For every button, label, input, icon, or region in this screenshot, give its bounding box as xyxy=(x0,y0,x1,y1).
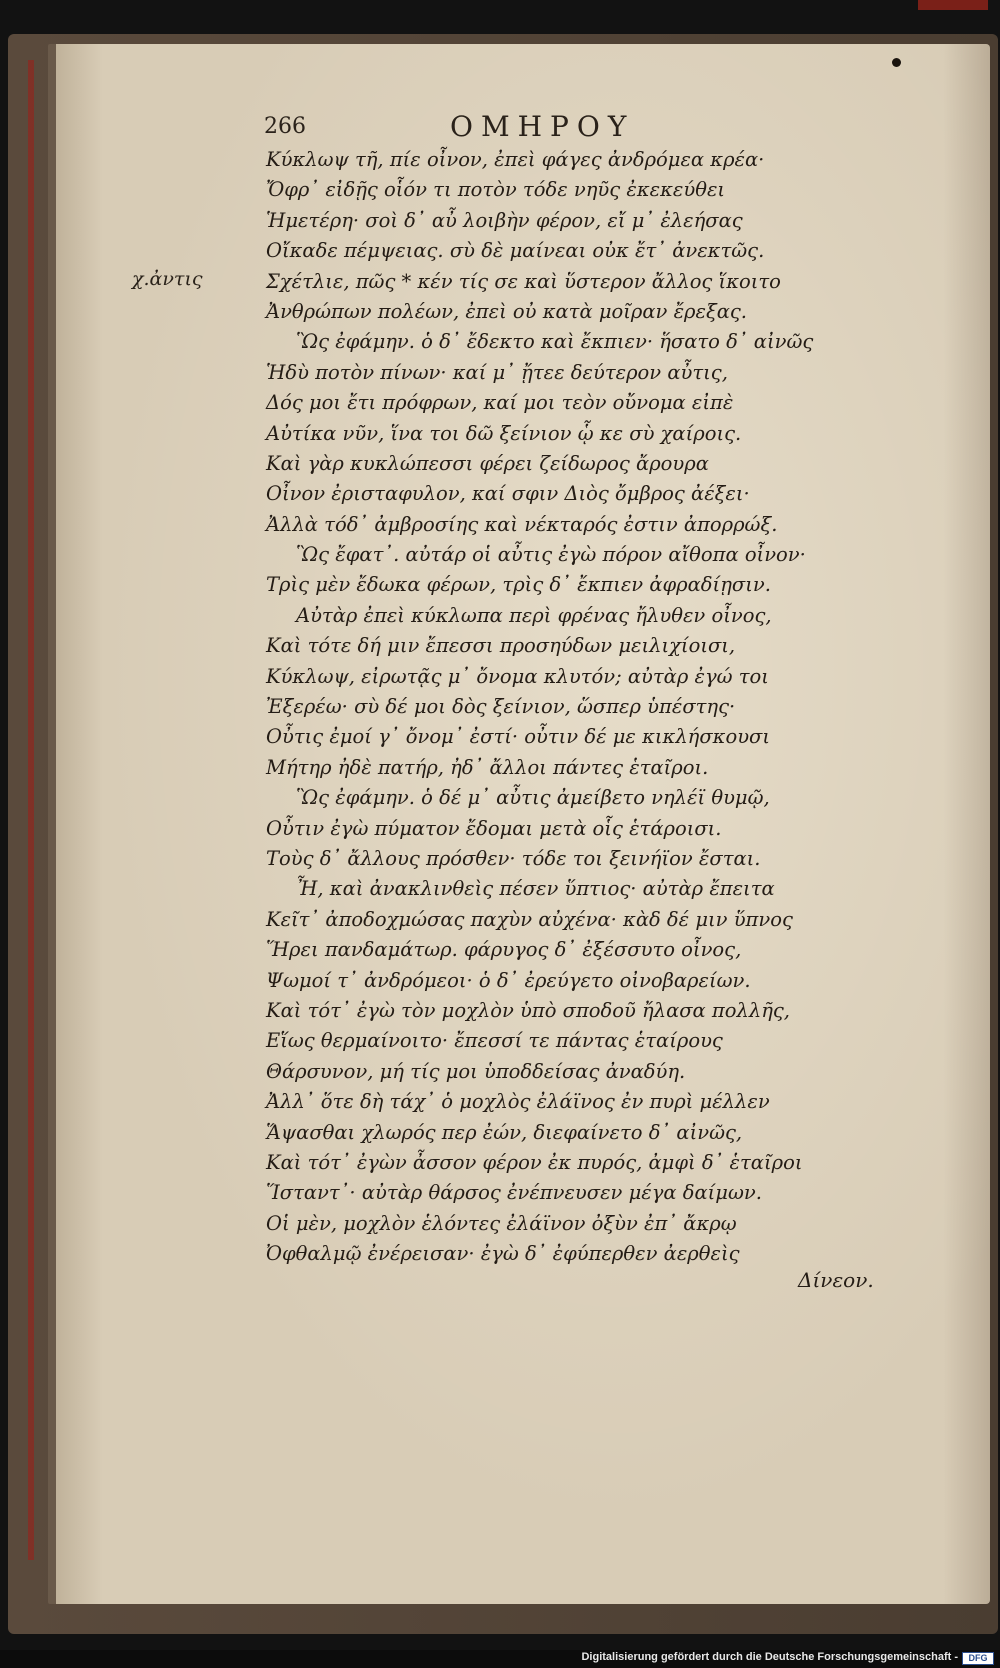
verse-line: Δός μοι ἔτι πρόφρων, καί μοι τεὸν οὔνομα εἰπὲ xyxy=(266,391,734,415)
verse-line: Ἀνθρώπων πολέων, ἐπεὶ οὐ κατὰ μοῖραν ἔρεξας. xyxy=(266,299,747,323)
verse-line: Ὣς ἐφάμην. ὁ δ᾽ ἔδεκτο καὶ ἔκπιεν· ἥσατο δ᾽ αἰνῶς xyxy=(296,330,814,354)
verse-line: Ἅψασθαι χλωρός περ ἐών, διεφαίνετο δ᾽ αἰνῶς, xyxy=(266,1120,743,1144)
verse-line: Ὣς ἐφάμην. ὁ δέ μ᾽ αὖτις ἀμείβετο νηλέϊ θυμῷ, xyxy=(296,786,770,810)
verse-line: Αὐτὰρ ἐπεὶ κύκλωπα περὶ φρένας ἤλυθεν οἶνος, xyxy=(296,603,772,627)
verse-line: Οὖτις ἐμοί γ᾽ ὄνομ᾽ ἐστί· οὖτιν δέ με κικλήσκουσι xyxy=(266,725,771,749)
verse-line: Ὄφρ᾽ εἰδῇς οἷόν τι ποτὸν τόδε νηῦς ἐκεκεύθει xyxy=(266,178,726,202)
verse-line: Ψωμοί τ᾽ ἀνδρόμεοι· ὁ δ᾽ ἐρεύγετο οἰνοβαρείων. xyxy=(266,968,751,992)
verse-block xyxy=(266,145,906,1269)
verse-line: Καὶ τότ᾽ ἐγὼν ἆσσον φέρον ἐκ πυρός, ἀμφὶ δ᾽ ἑταῖροι xyxy=(266,1150,803,1174)
verse-line: Ἵσταντ᾽· αὐτὰρ θάρσος ἐνέπνευσεν μέγα δαίμων. xyxy=(266,1181,762,1205)
verse-line: Ὀφθαλμῷ ἐνέρεισαν· ἐγὼ δ᾽ ἐφύπερθεν ἀερθεὶς xyxy=(266,1242,740,1266)
verse-line: Θάρσυνον, μή τίς μοι ὑποδδείσας ἀναδύη. xyxy=(266,1059,686,1083)
verse-line: Ἡδὺ ποτὸν πίνων· καί μ᾽ ᾔτεε δεύτερον αὖτις, xyxy=(266,360,728,384)
ink-spot xyxy=(892,58,901,67)
verse-line: Τοὺς δ᾽ ἄλλους πρόσθεν· τόδε τοι ξεινήϊον ἔσται. xyxy=(266,846,761,870)
verse-line: Οἴκαδε πέμψειας. σὺ δὲ μαίνεαι οὐκ ἔτ᾽ ἀνεκτῶς. xyxy=(266,239,765,263)
verse-line: Καὶ γὰρ κυκλώπεσσι φέρει ζείδωρος ἄρουρα xyxy=(266,451,709,475)
verse-line: Μήτηρ ἠδὲ πατήρ, ἠδ᾽ ἄλλοι πάντες ἑταῖροι. xyxy=(266,755,709,779)
dfg-logo: DFG xyxy=(962,1652,994,1665)
running-title: ΟΜΗΡΟΥ xyxy=(450,110,635,143)
verse-line: Σχέτλιε, πῶς * κέν τίς σε καὶ ὕστερον ἄλλος ἵκοιτο xyxy=(266,269,781,293)
verse-line: Ἡμετέρη· σοὶ δ᾽ αὖ λοιβὴν φέρον, εἴ μ᾽ ἐλεήσας xyxy=(266,208,743,232)
verse-line: Τρὶς μὲν ἔδωκα φέρων, τρὶς δ᾽ ἔκπιεν ἀφραδίῃσιν. xyxy=(266,573,771,597)
verse-line: Εἵως θερμαίνοιτο· ἔπεσσί τε πάντας ἑταίρους xyxy=(266,1029,723,1053)
catchword: Δίνεον. xyxy=(798,1268,874,1292)
page-number: 266 xyxy=(264,114,306,139)
verse-line: Αὐτίκα νῦν, ἵνα τοι δῶ ξείνιον ᾧ κε σὺ χαίροις. xyxy=(266,421,742,445)
verse-line: Οὖτιν ἐγὼ πύματον ἔδομαι μετὰ οἷς ἑτάροισι. xyxy=(266,816,722,840)
verse-line: Οἱ μὲν, μοχλὸν ἑλόντες ἐλάϊνον ὀξὺν ἐπ᾽ ἄκρῳ xyxy=(266,1211,737,1235)
verse-line: Κεῖτ᾽ ἀποδοχμώσας παχὺν αὐχένα· κὰδ δέ μιν ὕπνος xyxy=(266,907,793,931)
page-red-edge xyxy=(28,60,34,1560)
verse-line: Καὶ τότ᾽ ἐγὼ τὸν μοχλὸν ὑπὸ σποδοῦ ἤλασα πολλῆς, xyxy=(266,998,790,1022)
verse-line: Ἀλλ᾽ ὅτε δὴ τάχ᾽ ὁ μοχλὸς ἐλάϊνος ἐν πυρὶ μέλλεν xyxy=(266,1090,770,1114)
verse-line: Κύκλωψ τῆ, πίε οἶνον, ἐπεὶ φάγες ἀνδρόμεα κρέα· xyxy=(266,148,765,171)
margin-note: χ.ἀντις xyxy=(132,268,203,290)
book-ribbon-edge xyxy=(918,0,988,10)
verse-line: Ἀλλὰ τόδ᾽ ἀμβροσίης καὶ νέκταρός ἐστιν ἀπορρώξ. xyxy=(266,512,778,536)
verse-line: Καὶ τότε δή μιν ἔπεσσι προσηύδων μειλιχίοισι, xyxy=(266,634,736,658)
verse-line: Ἥρει πανδαμάτωρ. φάρυγος δ᾽ ἐξέσσυτο οἶνος, xyxy=(266,938,742,962)
verse-line: Ὣς ἔφατ᾽. αὐτάρ οἱ αὖτις ἐγὼ πόρον αἴθοπα οἶνον· xyxy=(296,543,806,567)
verse-line: Οἶνον ἐρισταφυλον, καί σφιν Διὸς ὄμβρος ἀέξει· xyxy=(266,482,750,506)
digitization-credit: Digitalisierung gefördert durch die Deutsche Forschungsgemeinschaft - xyxy=(581,1651,958,1663)
verse-line: Ἐξερέω· σὺ δέ μοι δὸς ξείνιον, ὥσπερ ὑπέστης· xyxy=(266,695,736,719)
verse-line: Ἦ, καὶ ἀνακλινθεὶς πέσεν ὕπτιος· αὐτὰρ ἔπειτα xyxy=(296,877,775,901)
page-header xyxy=(260,110,910,146)
verse-line: Κύκλωψ, εἰρωτᾷς μ᾽ ὄνομα κλυτόν; αὐτὰρ ἐγώ τοι xyxy=(266,664,769,688)
